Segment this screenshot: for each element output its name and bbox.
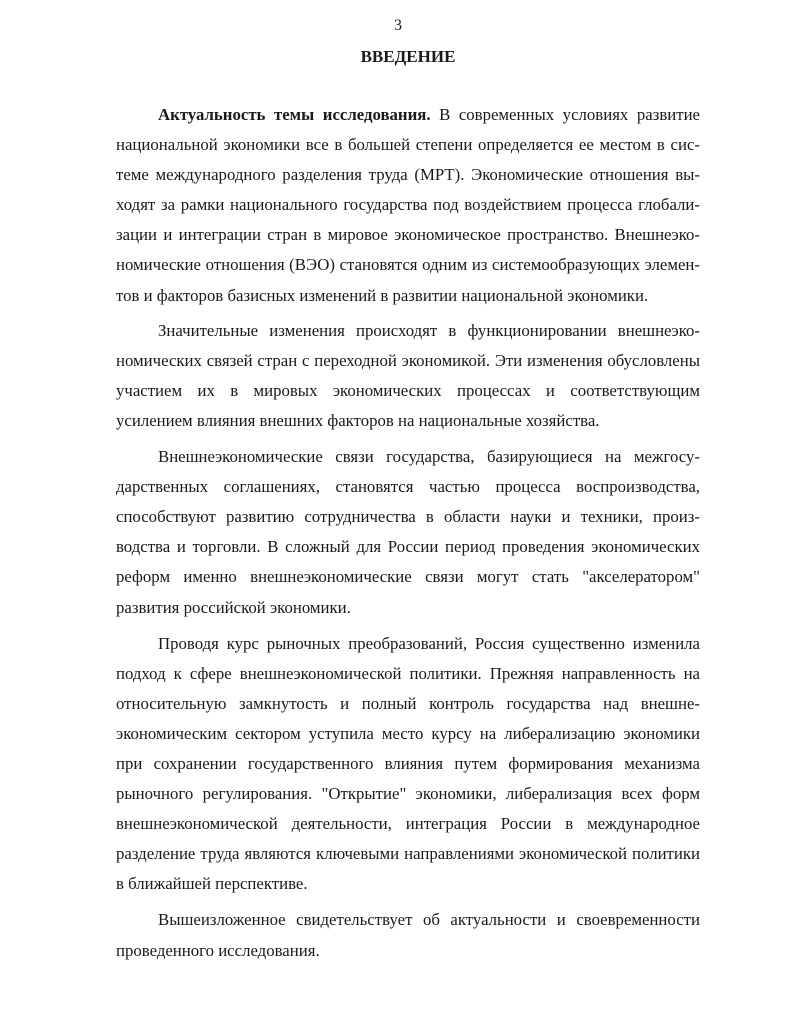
paragraph-lead: Актуальность темы исследования.	[158, 105, 431, 124]
paragraph-foreign-economic-ties: Внешнеэкономические связи государства, базирующиеся на межгосударственных соглашениях, становятся частью процесса воспроизводства, способствуют развитию сотрудничества в области науки и техники, производства и торговли. В сложный для России период проведения экономических реформ именно внешнеэкономические связи могут стать "акселератором" развития российской экономики.	[116, 447, 700, 617]
paragraph-relevance	[116, 100, 700, 311]
paragraph-transition-economies: Значительные изменения происходят в функционировании внешнеэкономических связей стран с переходной экономикой. Эти изменения обусловлены участием их в мировых экономических процессах и соответствующим усилением влияния внешних факторов на национальные хозяйства.	[116, 320, 700, 430]
paragraph-conclusion: Вышеизложенное свидетельствует об актуальности и своевременности проведенного исследования.	[116, 910, 700, 960]
paragraph-market-reforms: Проводя курс рыночных преобразований, Россия существенно изменила подход к сфере внешнеэкономической политики. Прежняя направленность на относительную замкнутость и полный контроль государства над внешнеэкономическим сектором уступила место курсу на либерализацию экономики при сохранении государственного влияния путем формирования механизма рыночного регулирования. "Открытие" экономики, либерализация всех форм внешнеэкономической деятельности, интеграция России в международное разделение труда являются ключевыми направлениями экономической политики в ближайшей перспективе.	[116, 633, 700, 894]
page-title: ВВЕДЕНИЕ	[360, 47, 456, 66]
body-text	[116, 100, 700, 966]
page-number: 3	[394, 17, 402, 34]
paragraph-text: В современных условиях развитие национальной экономики все в большей степени определяется ее местом в системе международного разделения труда (МРТ). Экономические отношения выходят за рамки национального государства под воздействием процесса глобализации и интеграции стран в мировое экономическое пространство. Внешнеэкономические отношения (ВЭО) становятся одним из системообразующих элементов и факторов базисных изменений в развитии национальной экономики.	[116, 105, 700, 305]
